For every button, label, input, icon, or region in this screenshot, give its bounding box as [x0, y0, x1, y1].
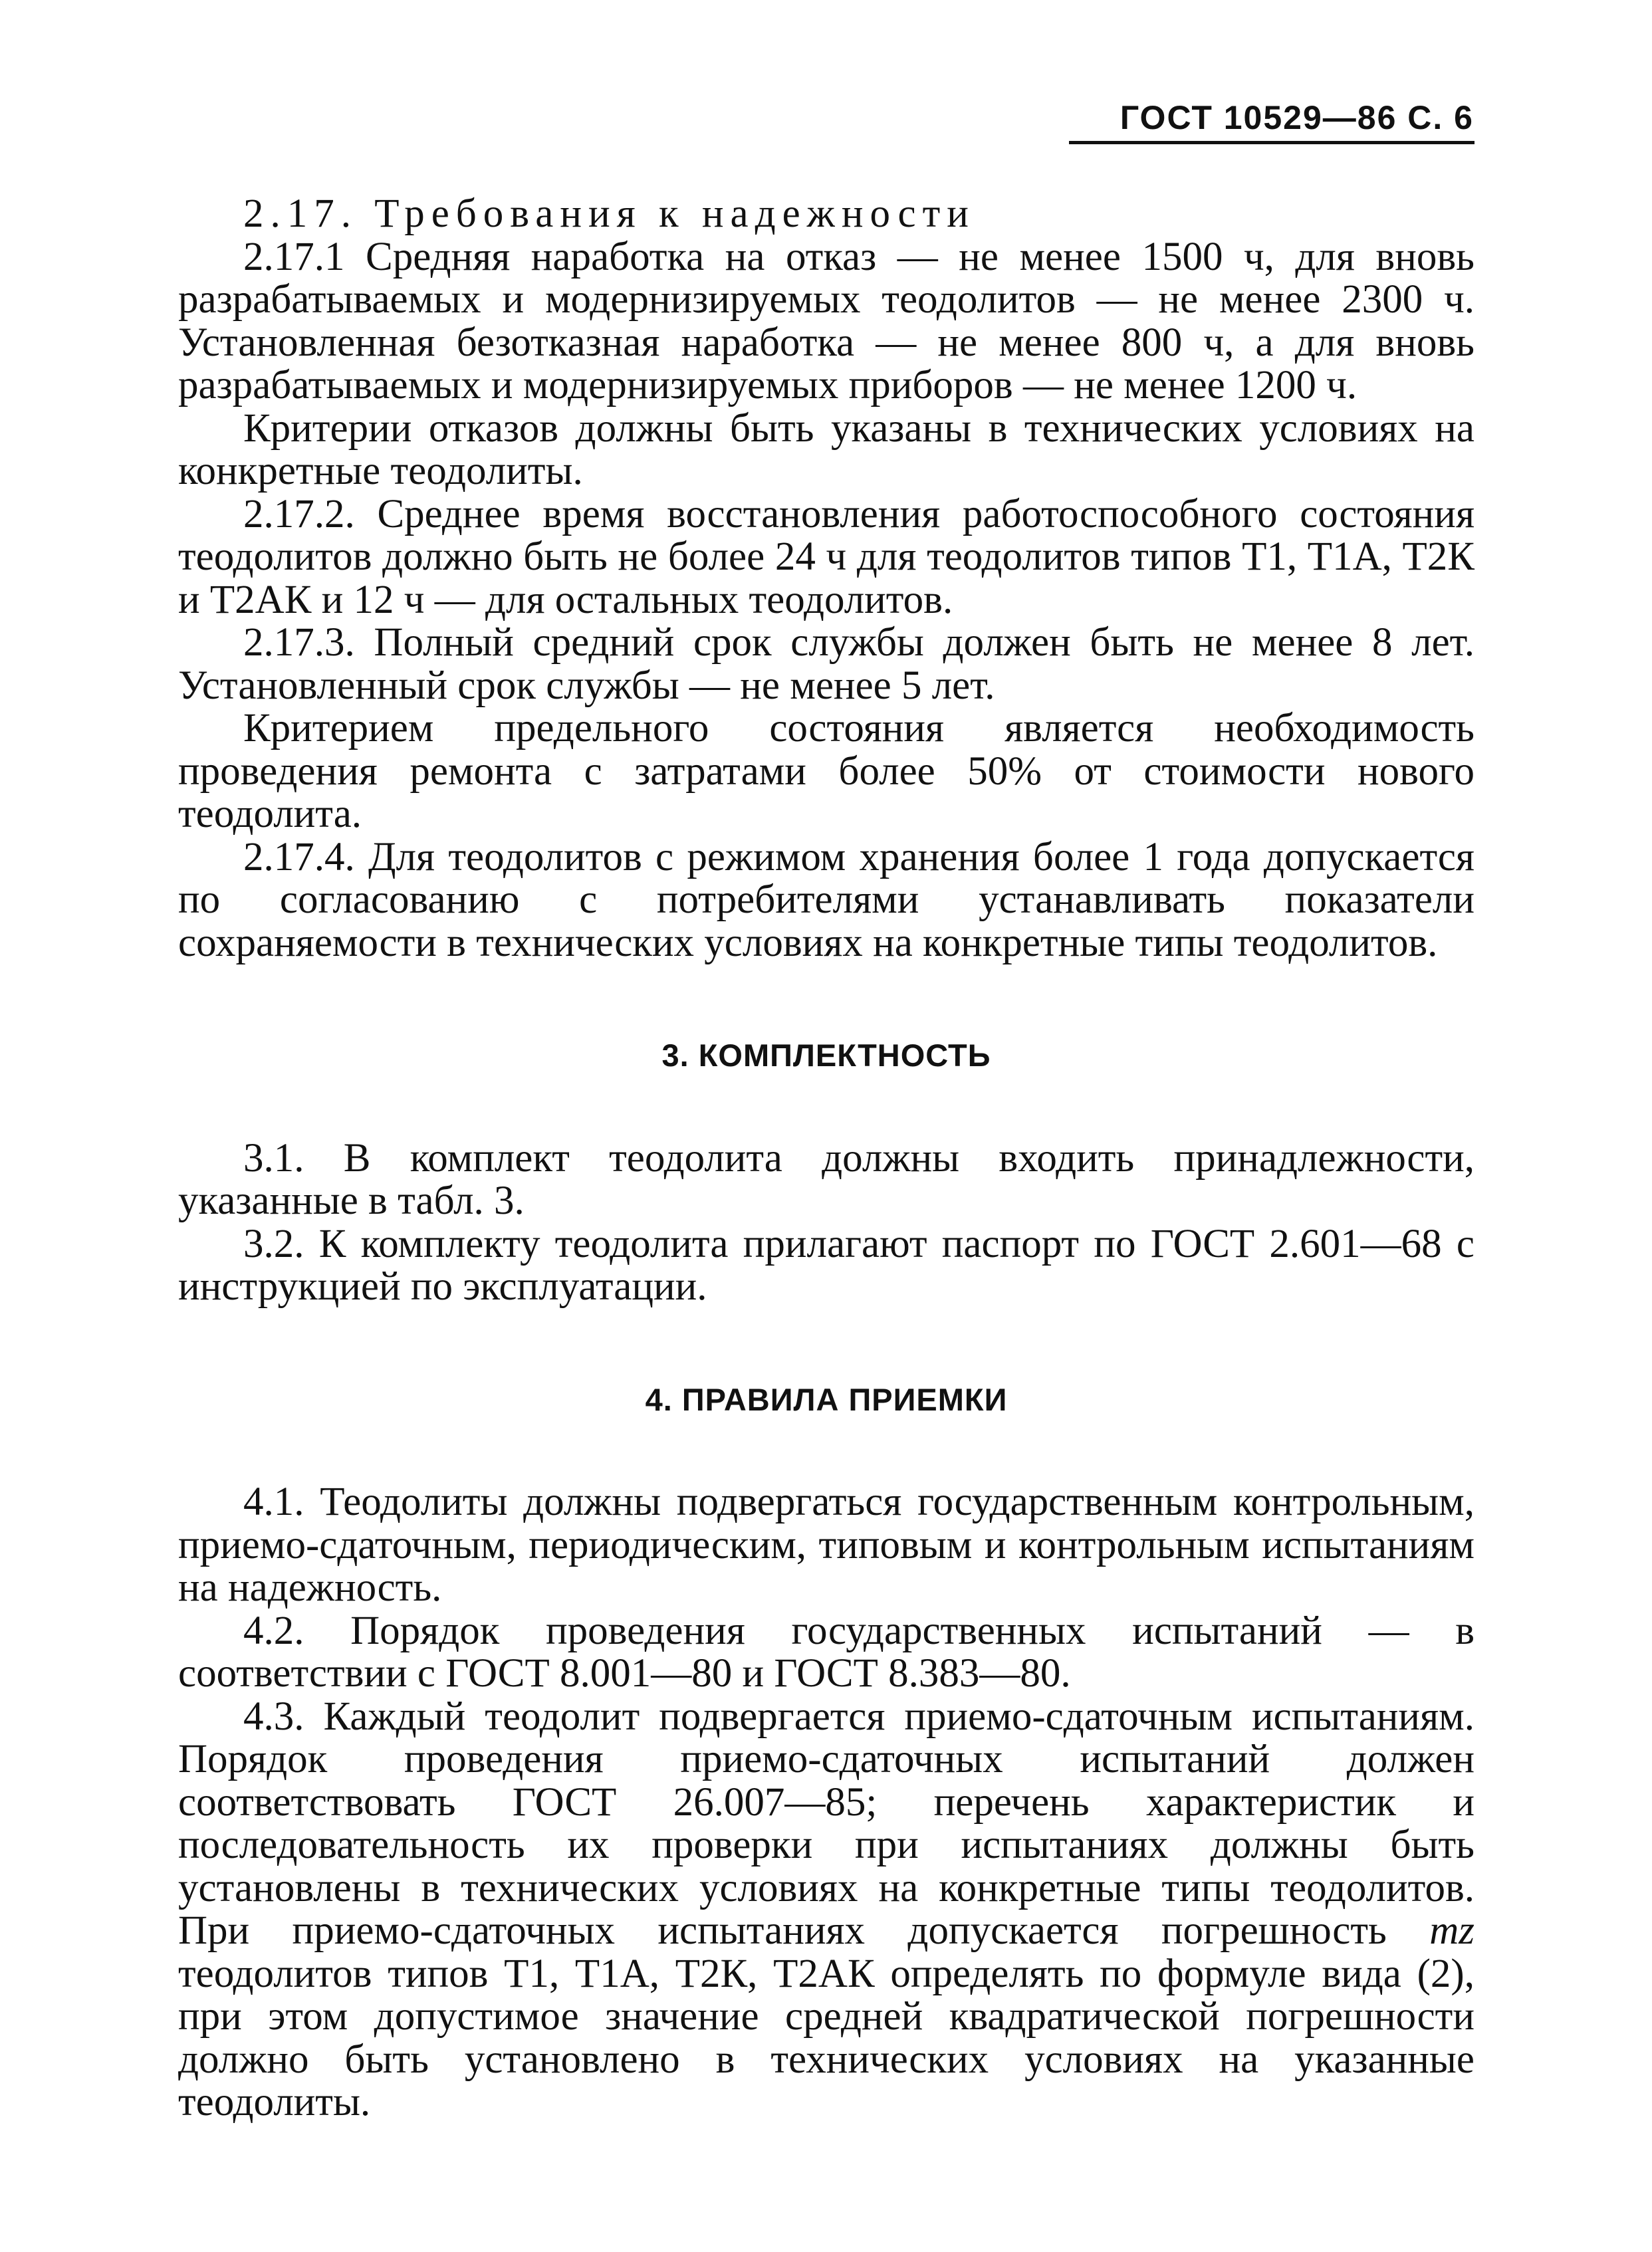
document-body [178, 193, 1475, 2124]
paragraph-2-17-1: 2.17.1 Средняя наработка на отказ — не менее 1500 ч, для вновь разрабатываемых и модернизируемых теодолитов — не менее 2300 ч. Установленная безотказная наработка — не менее 800 ч, а для вновь разрабатываемых и модернизируемых приборов — не менее 1200 ч. [178, 234, 1475, 407]
paragraph-limit-state: Критерием предельного состояния является необходимость проведения ремонта с затратами более 50% от стоимости нового теодолита. [178, 706, 1475, 836]
paragraph-4-3 [178, 1696, 1475, 2124]
paragraph-3-1: 3.1. В комплект теодолита должны входить принадлежности, указанные в табл. 3. [178, 1135, 1475, 1223]
paragraph-4-3-part-1: 4.3. Каждый теодолит подвергается приемо-сдаточным испытаниям. Порядок проведения приемо-сдаточных испытаний должен соответствовать ГОСТ 26.007—85; перечень характеристик и последовательность их проверки при испытаниях должны быть установлены в технических условиях на конкретные типы теодолитов. При приемо-сдаточных испытаниях допускается погрешность [178, 1694, 1475, 1953]
paragraph-2-17-3: 2.17.3. Полный средний срок службы должен быть не менее 8 лет. Установленный срок службы — не менее 5 лет. [178, 620, 1475, 708]
paragraph-4-2: 4.2. Порядок проведения государственных испытаний — в соответствии с ГОСТ 8.001—80 и ГОСТ 8.383—80. [178, 1608, 1475, 1696]
section-heading-4: 4. ПРАВИЛА ПРИЕМКИ [645, 1381, 1008, 1417]
paragraph-3-2: 3.2. К комплекту теодолита прилагают паспорт по ГОСТ 2.601—68 с инструкцией по эксплуатации. [178, 1221, 1475, 1309]
paragraph-failure-criteria: Критерии отказов должны быть указаны в технических условиях на конкретные теодолиты. [178, 405, 1475, 493]
paragraph-2-17-4: 2.17.4. Для теодолитов с режимом хранения более 1 года допускается по согласованию с потребителями устанавливать показатели сохраняемости в технических условиях на конкретные типы теодолитов. [178, 834, 1475, 965]
paragraph-2-17-2: 2.17.2. Среднее время восстановления работоспособного состояния теодолитов должно быть не более 24 ч для теодолитов типов Т1, Т1А, Т2К и Т2АК и 12 ч — для остальных теодолитов. [178, 491, 1475, 622]
header-rule [1069, 141, 1475, 144]
paragraph-4-1: 4.1. Теодолиты должны подвергаться государственным контрольным, приемо-сдаточным, периодическим, типовым и контрольным испытаниям на надежность. [178, 1480, 1475, 1610]
running-head: ГОСТ 10529—86 С. 6 [1120, 99, 1474, 136]
symbol-mz: mz [1429, 1908, 1475, 1953]
paragraph-4-3-part-2: теодолитов типов Т1, Т1А, Т2К, Т2АК определять по формуле вида (2), при этом допустимое значение средней квадратической погрешности должно быть установлено в технических условиях на указанные теодолиты. [178, 1951, 1475, 2124]
section-title-2-17: 2.17. Требования к надежности [243, 191, 975, 236]
section-heading-3: 3. КОМПЛЕКТНОСТЬ [661, 1038, 991, 1073]
